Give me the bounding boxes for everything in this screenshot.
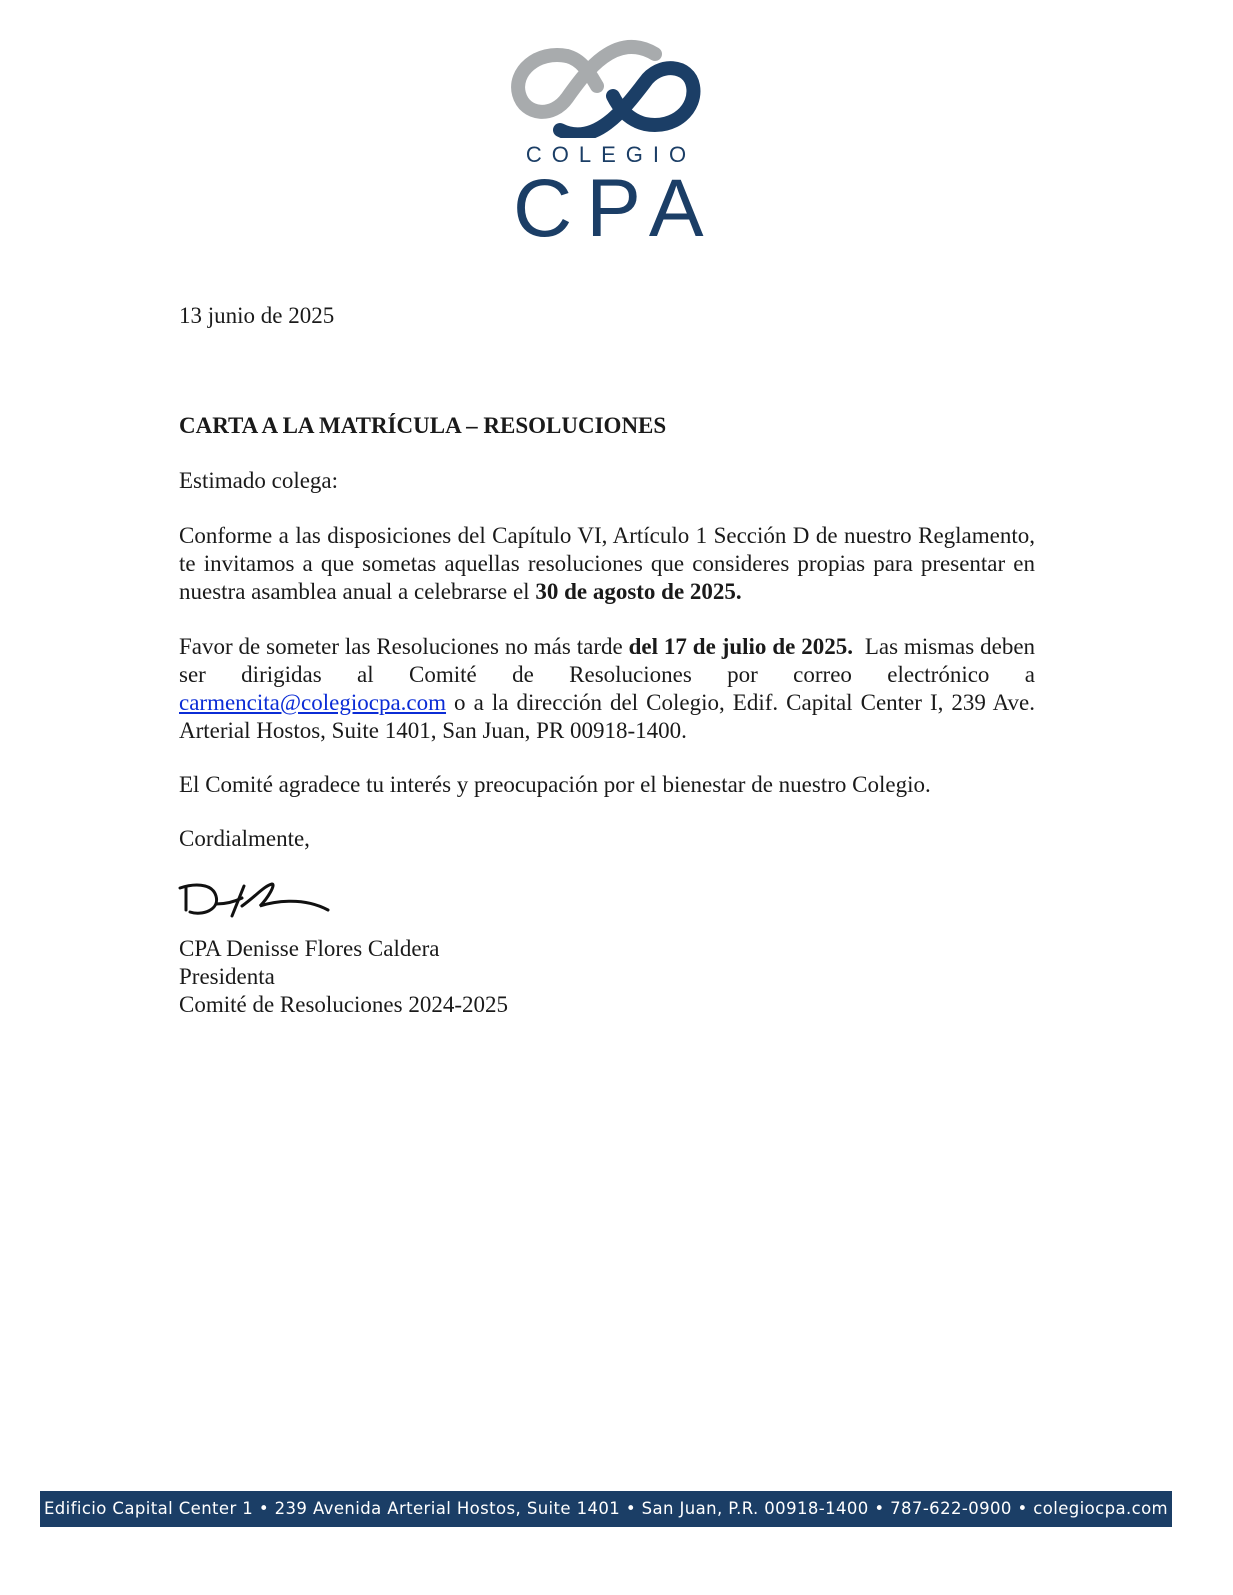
deadline-date: del 17 de julio de 2025.: [628, 634, 853, 659]
paragraph-deadline-text-a: Favor de someter las Resoluciones no más tarde: [179, 634, 623, 659]
colegio-cpa-logo: [505, 38, 718, 254]
letter-date: 13 junio de 2025: [179, 303, 335, 328]
letter-greeting: Estimado colega:: [179, 468, 339, 493]
logo-word-cpa: CPA: [513, 163, 718, 254]
letter-subject: CARTA A LA MATRÍCULA – RESOLUCIONES: [179, 413, 667, 438]
signer-name: CPA Denisse Flores Caldera: [179, 936, 440, 961]
signer-title: Presidenta: [179, 964, 275, 989]
handwritten-signature: [172, 876, 332, 926]
logo-word-colegio: COLEGIO: [525, 142, 697, 167]
signature-block: [179, 935, 1035, 1019]
assembly-date: 30 de agosto de 2025.: [535, 579, 742, 604]
letter-closing: Cordialmente,: [179, 826, 310, 851]
paragraph-deadline: [179, 633, 1035, 745]
signer-committee: Comité de Resoluciones 2024-2025: [179, 992, 508, 1017]
footer-bar: Edificio Capital Center 1 • 239 Avenida Arterial Hostos, Suite 1401 • San Juan, P.R. 00918-1400 • 787-622-0900 • colegiocpa.com: [40, 1491, 1172, 1527]
paragraph-invitation-text: Conforme a las disposiciones del Capítulo VI, Artículo 1 Sección D de nuestro Reglamento, te invitamos a que sometas aquellas resoluciones que consideres propias para presentar en nuestra asamblea anual a celebrarse el: [179, 523, 1035, 604]
infinity-logo-icon: [505, 38, 705, 138]
paragraph-deadline-text-b: Las mismas deben ser dirigidas al Comité de Resoluciones por correo electrónico a: [179, 634, 1036, 687]
paragraph-deadline-text-c: o a la dirección del Colegio, Edif. Capital Center I, 239 Ave. Arterial Hostos, Suite 1401, San Juan, PR 00918-1400.: [179, 690, 1035, 743]
paragraph-thanks: El Comité agradece tu interés y preocupación por el bienestar de nuestro Colegio.: [179, 772, 931, 797]
paragraph-invitation: [179, 522, 1035, 606]
email-link[interactable]: carmencita@colegiocpa.com: [179, 690, 447, 715]
